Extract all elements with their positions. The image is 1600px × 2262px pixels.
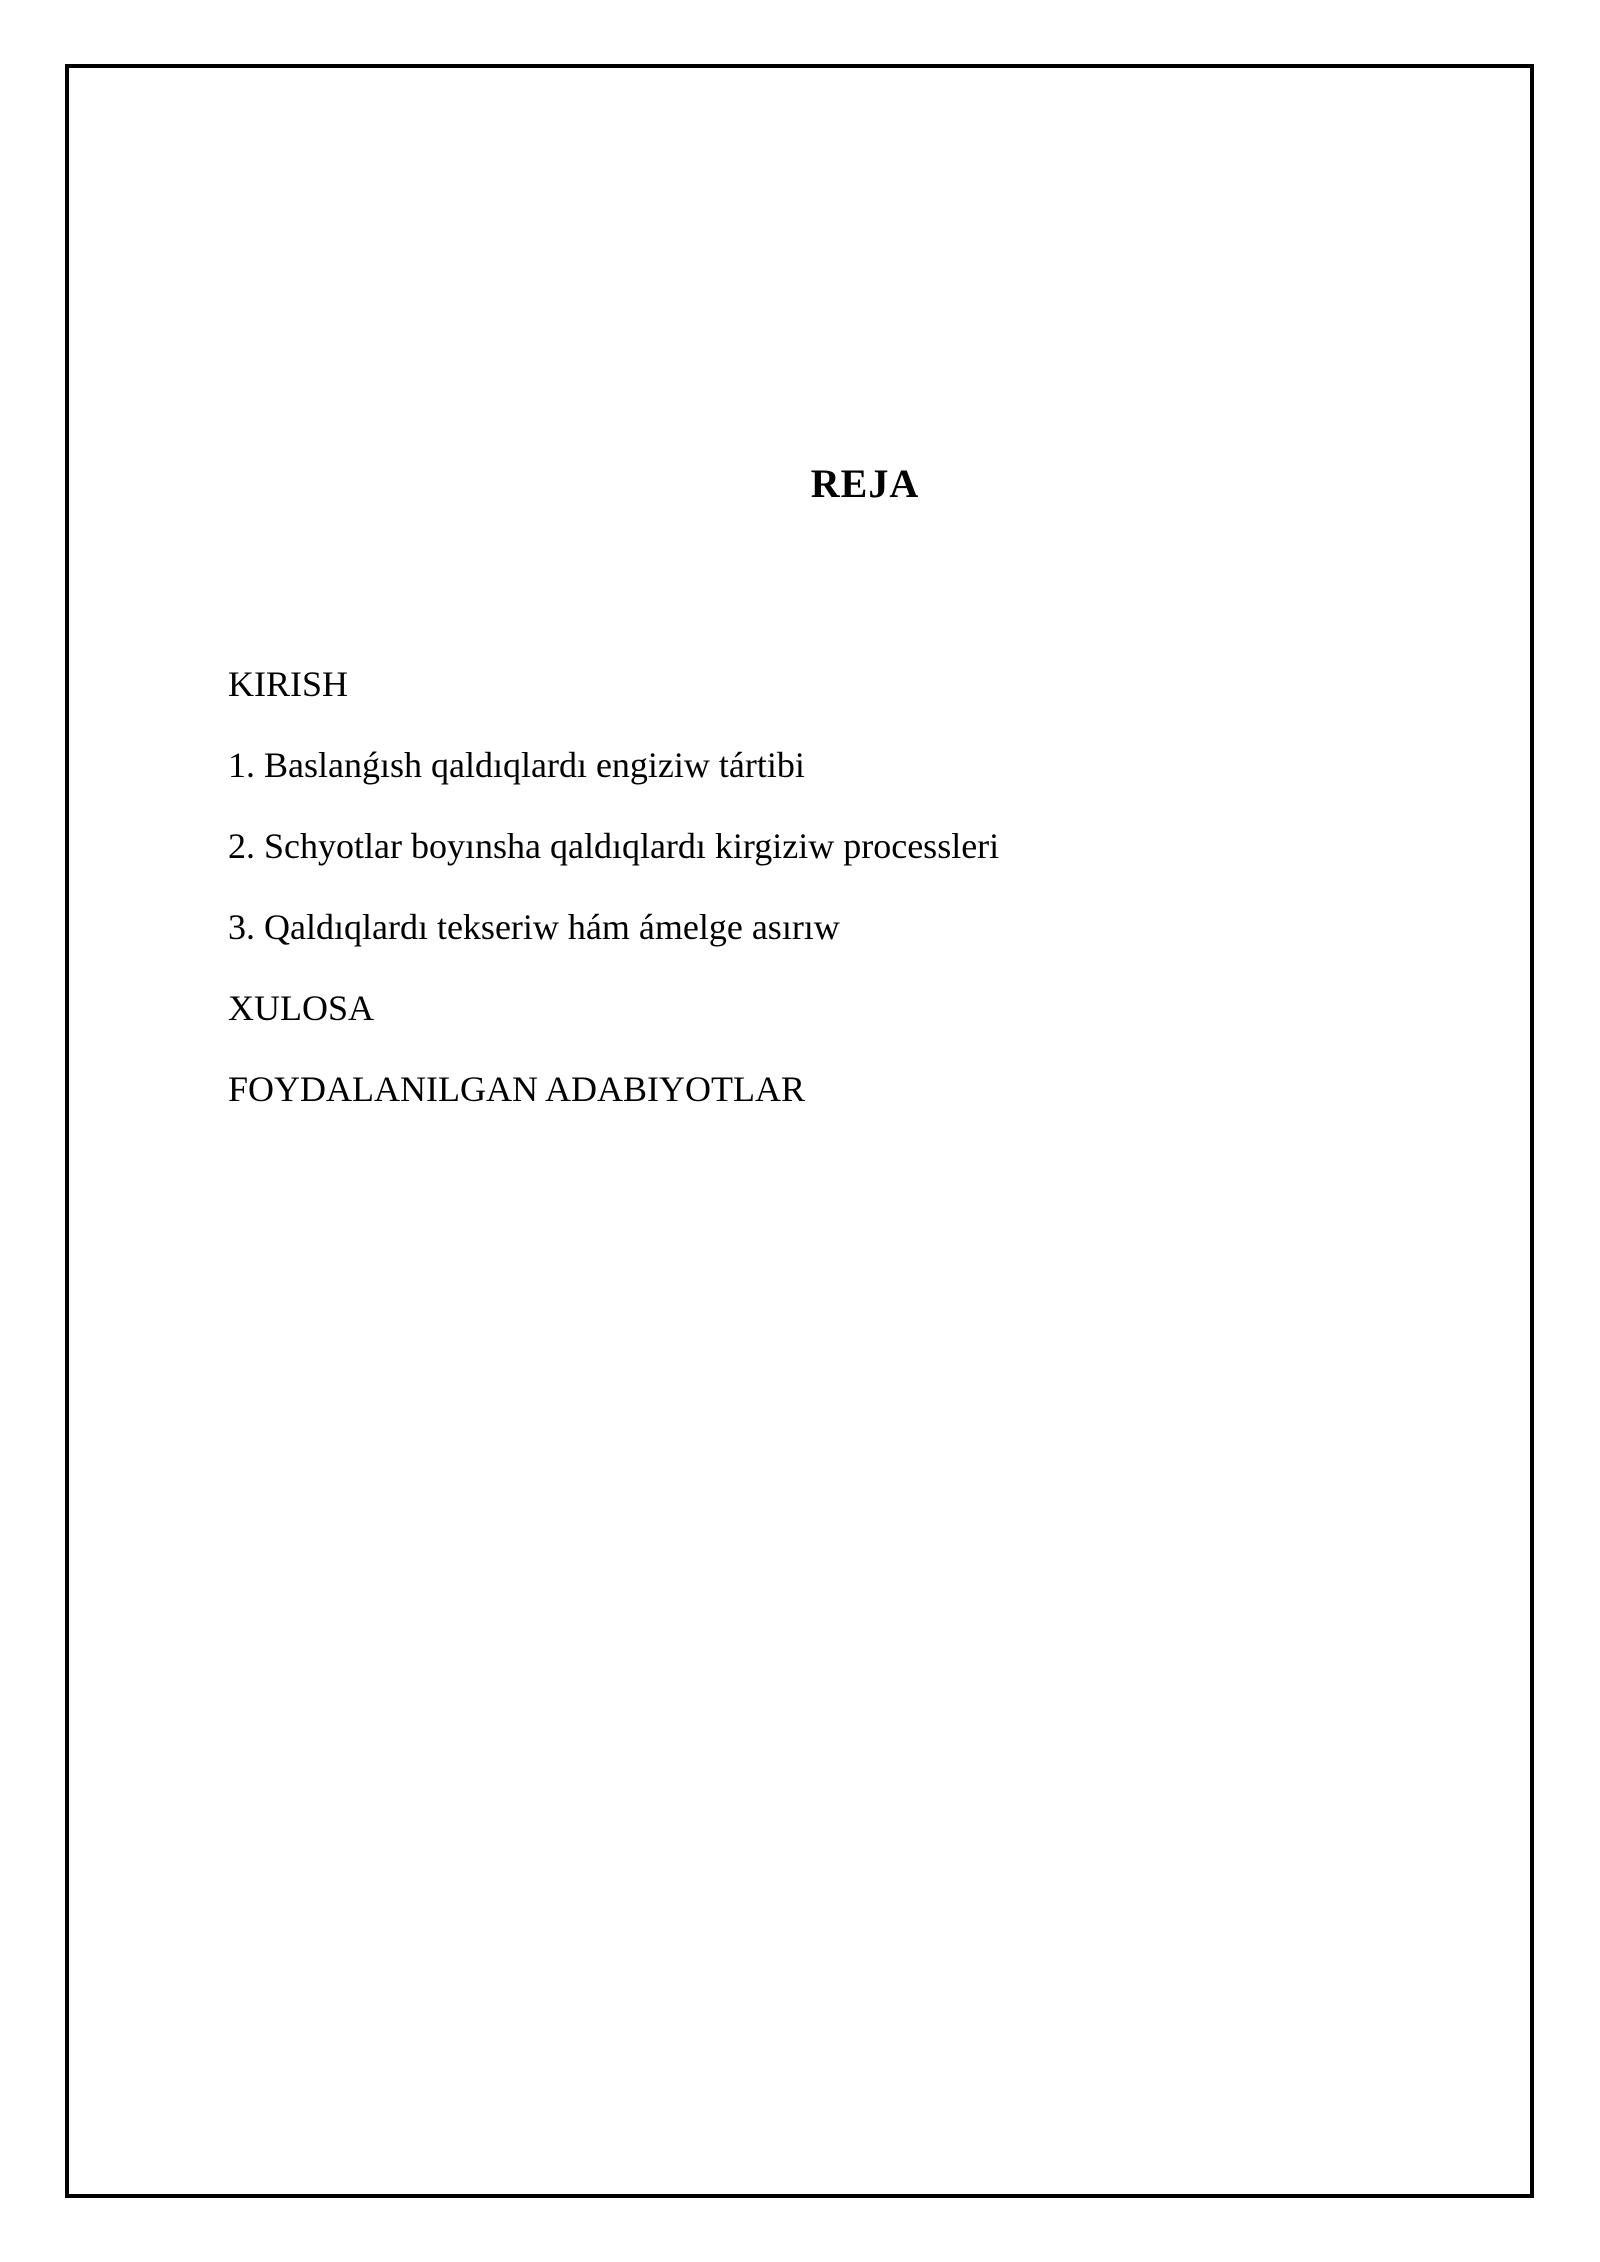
table-of-contents — [228, 644, 999, 1130]
toc-item-introduction: KIRISH — [228, 664, 349, 704]
toc-item-conclusion: XULOSA — [228, 988, 375, 1028]
toc-item-2: 2. Schyotlar boyınsha qaldıqlardı kirgiziw processleri — [228, 826, 1000, 866]
toc-item-3: 3. Qaldıqlardı tekseriw hám ámelge asırıw — [228, 907, 840, 947]
toc-item-1: 1. Baslanǵısh qaldıqlardı engiziw tártibi — [228, 745, 805, 785]
page-title: REJA — [810, 461, 920, 506]
toc-item-references: FOYDALANILGAN ADABIYOTLAR — [228, 1069, 805, 1109]
page-border — [65, 64, 1534, 2198]
